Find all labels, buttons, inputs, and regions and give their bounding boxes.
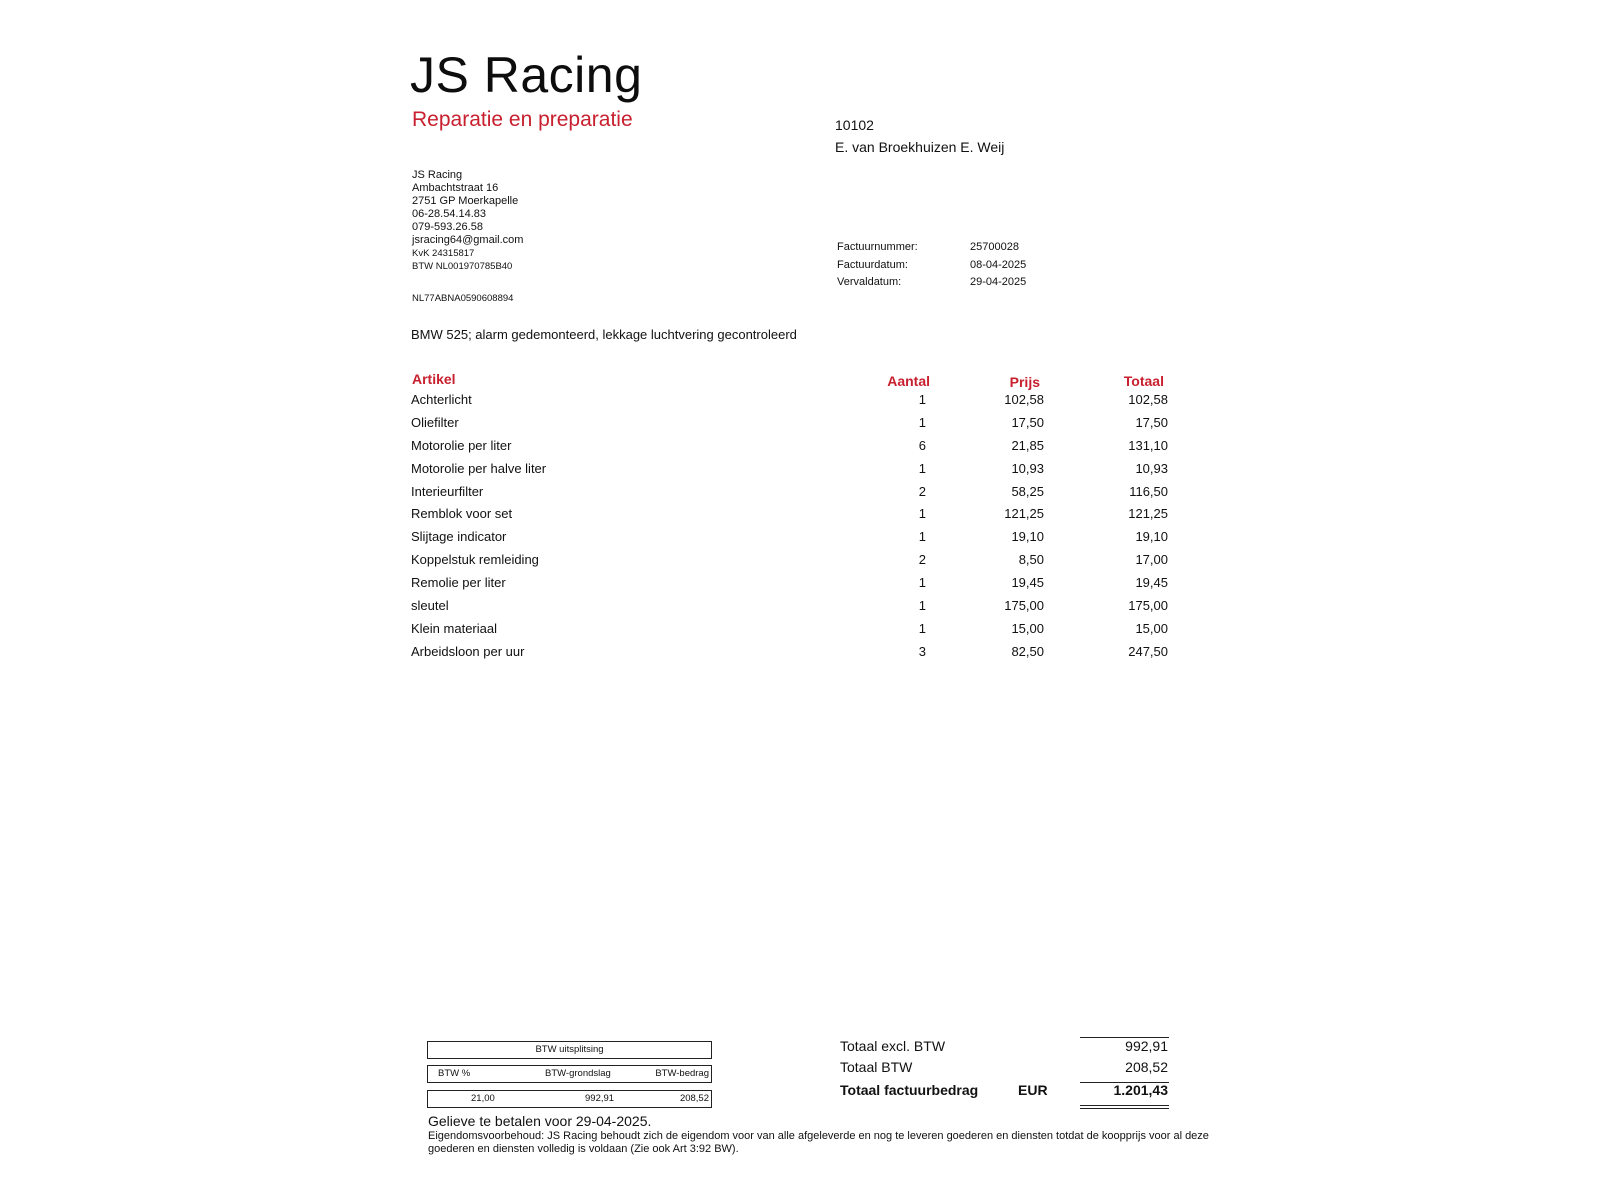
vat-base: 992,91 <box>585 1093 615 1104</box>
payment-notice: Gelieve te betalen voor 29-04-2025. <box>428 1113 652 1129</box>
customer-name: E. van Broekhuizen E. Weij <box>835 139 1005 155</box>
vat-col-pct: BTW % <box>438 1068 471 1079</box>
vat-col-base: BTW-grondslag <box>545 1068 611 1079</box>
item-price: 8,50 <box>1018 552 1044 568</box>
item-quantity: 1 <box>918 620 926 636</box>
item-price: 82,50 <box>1011 643 1044 659</box>
table-row <box>411 552 1171 575</box>
item-quantity: 1 <box>918 529 926 545</box>
item-name: Slijtage indicator <box>411 529 507 545</box>
totals-rule-2 <box>1080 1105 1169 1106</box>
line-items-table <box>411 392 1171 667</box>
item-name: Motorolie per liter <box>411 437 512 453</box>
invoice-date-row <box>837 259 1057 277</box>
table-row <box>411 506 1171 529</box>
invoice-due: 29-04-2025 <box>970 276 1027 288</box>
item-total: 102,58 <box>1128 392 1168 407</box>
item-name: Interieurfilter <box>411 483 484 499</box>
company-kvk: KvK 24315817 <box>412 248 475 259</box>
vat-pct: 21,00 <box>471 1093 495 1104</box>
table-row <box>411 575 1171 598</box>
company-iban: NL77ABNA0590608894 <box>412 293 514 304</box>
column-header-totaal: Totaal <box>1123 373 1164 389</box>
table-row <box>411 621 1171 644</box>
item-total: 116,50 <box>1129 483 1168 499</box>
invoice-meta <box>837 241 1057 294</box>
table-row <box>411 529 1171 552</box>
company-street: Ambachtstraat 16 <box>412 182 499 194</box>
item-price: 175,00 <box>1004 598 1044 614</box>
item-total: 17,00 <box>1135 552 1168 568</box>
company-name: JS Racing <box>412 169 463 181</box>
column-header-aantal: Aantal <box>887 373 930 389</box>
total-excl-value: 992,91 <box>1125 1038 1168 1054</box>
item-price: 19,10 <box>1011 529 1044 545</box>
table-row <box>411 644 1171 667</box>
item-name: sleutel <box>411 598 449 614</box>
invoice-due-row <box>837 276 1057 294</box>
table-row <box>411 392 1171 415</box>
company-address-block <box>412 169 523 273</box>
company-mobile: 06-28.54.14.83 <box>412 208 487 220</box>
ownership-clause: Eigendomsvoorbehoud: JS Racing behoudt zich de eigendom voor van alle afgeleverde en nog te leveren goederen en diensten totdat de koopprijs voor al deze goederen en diensten volledig is voldaan (Zie ook Art 3:92 BW). <box>428 1130 1209 1155</box>
table-row <box>411 598 1171 621</box>
invoice-number-label: Factuurnummer: <box>837 241 918 253</box>
item-quantity: 1 <box>918 598 926 614</box>
customer-number: 10102 <box>835 117 874 133</box>
item-quantity: 1 <box>918 575 926 591</box>
total-excl-row <box>840 1038 1170 1059</box>
item-total: 175,00 <box>1128 598 1168 614</box>
totals-block <box>840 1038 1170 1103</box>
vat-breakdown-title-box <box>427 1041 712 1059</box>
item-name: Klein materiaal <box>411 620 497 636</box>
item-price: 58,25 <box>1011 483 1044 499</box>
item-total: 15,00 <box>1135 620 1168 636</box>
item-quantity: 2 <box>918 552 926 568</box>
invoice-number-row <box>837 241 1057 259</box>
total-invoice-row <box>840 1082 1170 1103</box>
item-quantity: 1 <box>918 392 926 407</box>
table-row <box>411 438 1171 461</box>
item-price: 10,93 <box>1011 460 1044 476</box>
total-invoice-label: Totaal factuurbedrag <box>840 1082 979 1098</box>
item-price: 17,50 <box>1011 414 1044 430</box>
item-price: 19,45 <box>1011 575 1044 591</box>
company-email: jsracing64@gmail.com <box>412 234 524 246</box>
item-quantity: 1 <box>918 506 926 522</box>
item-total: 19,45 <box>1135 575 1168 591</box>
total-currency: EUR <box>1018 1082 1048 1098</box>
column-header-prijs: Prijs <box>1009 374 1040 390</box>
company-city: 2751 GP Moerkapelle <box>412 195 519 207</box>
item-total: 121,25 <box>1128 506 1168 522</box>
item-quantity: 6 <box>918 437 926 453</box>
item-quantity: 1 <box>918 414 926 430</box>
company-btw: BTW NL001970785B40 <box>412 261 513 272</box>
invoice-date: 08-04-2025 <box>970 258 1027 271</box>
item-total: 17,50 <box>1135 414 1168 430</box>
brand-title: JS Racing <box>410 47 643 103</box>
table-row <box>411 415 1171 438</box>
brand-subtitle: Reparatie en preparatie <box>412 108 633 131</box>
item-total: 19,10 <box>1135 529 1168 545</box>
item-price: 102,58 <box>1004 392 1044 407</box>
item-name: Oliefilter <box>411 414 459 430</box>
invoice-date-label: Factuurdatum: <box>837 258 908 271</box>
vat-breakdown-header-box <box>427 1065 712 1083</box>
total-btw-row <box>840 1059 1170 1080</box>
item-total: 131,10 <box>1128 437 1168 453</box>
item-quantity: 3 <box>918 643 926 659</box>
totals-rule-3 <box>1080 1108 1169 1109</box>
item-name: Motorolie per halve liter <box>411 460 547 476</box>
invoice-due-label: Vervaldatum: <box>837 276 902 288</box>
vat-breakdown-values-box <box>427 1090 712 1108</box>
vat-amount: 208,52 <box>679 1093 709 1104</box>
total-btw-label: Totaal BTW <box>840 1059 913 1075</box>
invoice-number: 25700028 <box>970 241 1019 253</box>
item-name: Koppelstuk remleiding <box>411 552 539 568</box>
total-excl-label: Totaal excl. BTW <box>840 1038 946 1054</box>
company-phone: 079-593.26.58 <box>412 221 483 233</box>
item-name: Remblok voor set <box>411 506 513 522</box>
item-total: 247,50 <box>1128 643 1168 659</box>
totals-rule-1 <box>1080 1082 1169 1083</box>
item-name: Achterlicht <box>411 392 472 407</box>
item-total: 10,93 <box>1135 460 1168 476</box>
total-invoice-value: 1.201,43 <box>1113 1082 1168 1098</box>
table-row <box>411 461 1171 484</box>
item-name: Remolie per liter <box>411 575 506 591</box>
vat-col-amount: BTW-bedrag <box>655 1068 709 1079</box>
vat-breakdown-title: BTW uitsplitsing <box>535 1044 604 1055</box>
table-row <box>411 484 1171 507</box>
item-price: 121,25 <box>1004 506 1044 522</box>
column-header-artikel: Artikel <box>412 371 456 387</box>
total-btw-value: 208,52 <box>1125 1059 1168 1075</box>
item-quantity: 1 <box>918 460 926 476</box>
item-price: 21,85 <box>1011 437 1044 453</box>
item-quantity: 2 <box>918 483 926 499</box>
item-name: Arbeidsloon per uur <box>411 643 525 659</box>
item-price: 15,00 <box>1011 620 1044 636</box>
work-description: BMW 525; alarm gedemonteerd, lekkage luchtvering gecontroleerd <box>411 327 797 342</box>
